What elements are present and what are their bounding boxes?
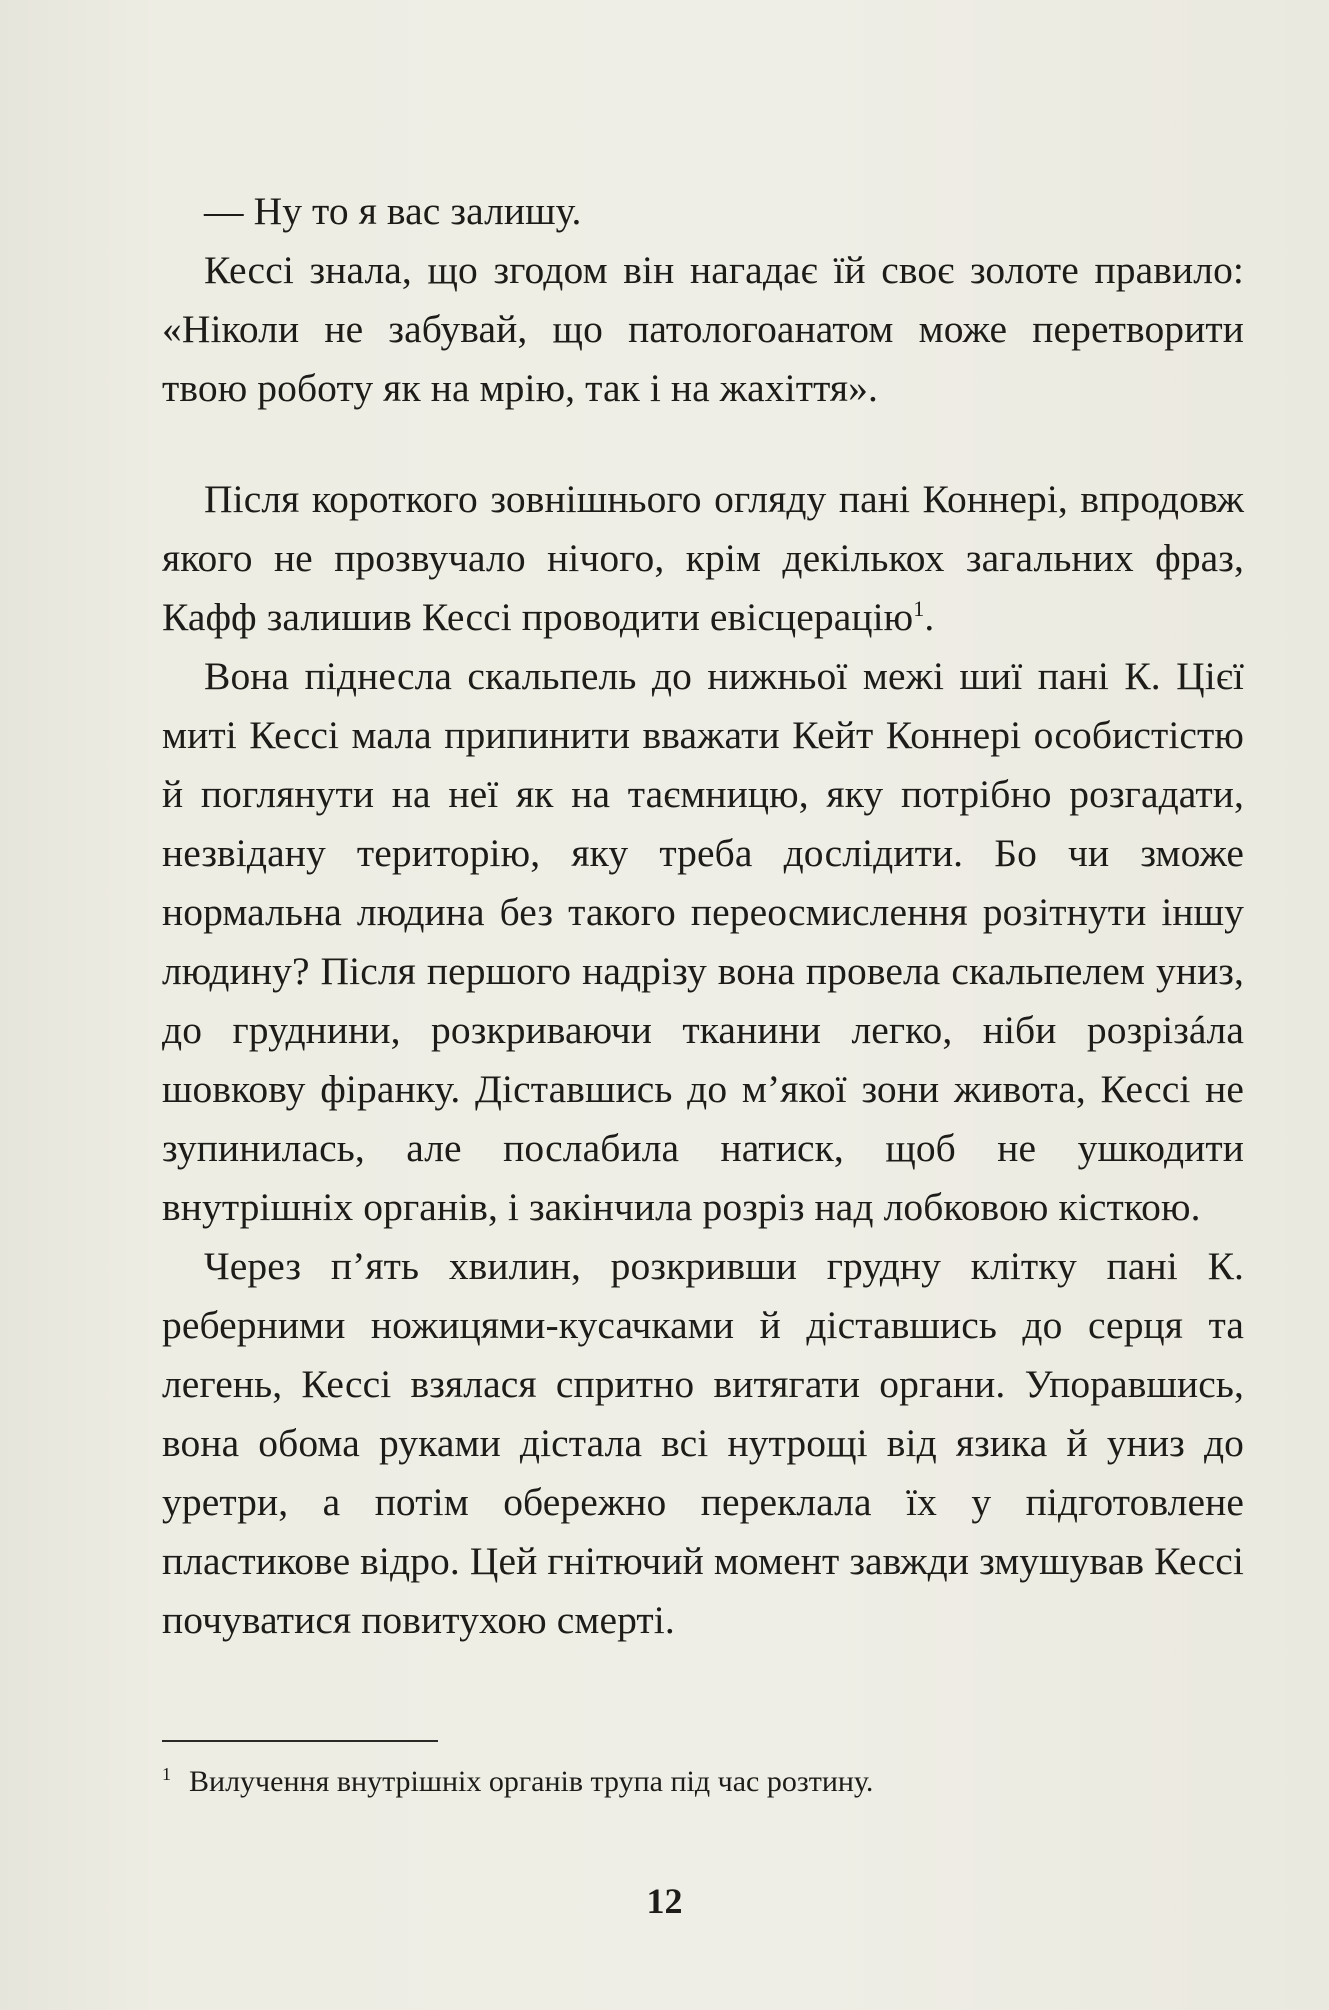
- paragraph-golden-rule: Кессі знала, що згодом він нагадає їй своє золоте правило: «Ніколи не забувай, що патологоанатом може перетворити твою роботу як на мрію, так і на жахіття».: [162, 248, 1244, 410]
- footnote-divider: [162, 1740, 438, 1742]
- paragraph-examination-text: Після короткого зовнішнього огляду пані Коннері, впродовж якого не прозвучало нічого, крім декількох загальних фраз, Кафф залишив Кессі проводити евісцерацію: [162, 477, 1244, 639]
- footnote: [162, 1762, 1244, 1802]
- paragraph-dialogue: — Ну то я вас залишу.: [204, 189, 582, 233]
- footnote-number: 1: [162, 1764, 171, 1784]
- main-text: [162, 182, 1244, 1650]
- footnote-text: Вилучення внутрішніх органів трупа під час розтину.: [189, 1765, 874, 1798]
- paragraph-incision: Вона піднесла скальпель до нижньої межі шиї пані К. Цієї миті Кессі мала припинити вважати Кейт Коннері особистістю й поглянути на неї як на таємницю, яку потрібно розгадати, незвідану територію, яку треба дослідити. Бо чи зможе нормальна людина без такого переосмислення розітнути іншу людину? Після першого надрізу вона провела скальпелем униз, до груднини, розкриваючи тканини легко, ніби розрізáла шовкову фіранку. Діставшись до м’якої зони живота, Кессі не зупинилась, але послабила натиск, щоб не ушкодити внутрішніх органів, і закінчила розріз над лобковою кісткою.: [162, 654, 1244, 1229]
- paragraph-examination-end: .: [924, 595, 935, 639]
- page-number: 12: [646, 1881, 683, 1921]
- footnote-reference: 1: [913, 595, 925, 621]
- paragraph-examination: [162, 470, 1244, 647]
- paragraph-organs: Через п’ять хвилин, розкривши грудну клітку пані К. реберними ножицями-кусачками й діставшись до серця та легень, Кессі взялася спритно витягати органи. Упоравшись, вона обома руками дістала всі нутрощі від язика й униз до уретри, а потім обережно переклала їх у підготовлене пластикове відро. Цей гнітючий момент завжди змушував Кессі почуватися повитухою смерті.: [162, 1244, 1245, 1642]
